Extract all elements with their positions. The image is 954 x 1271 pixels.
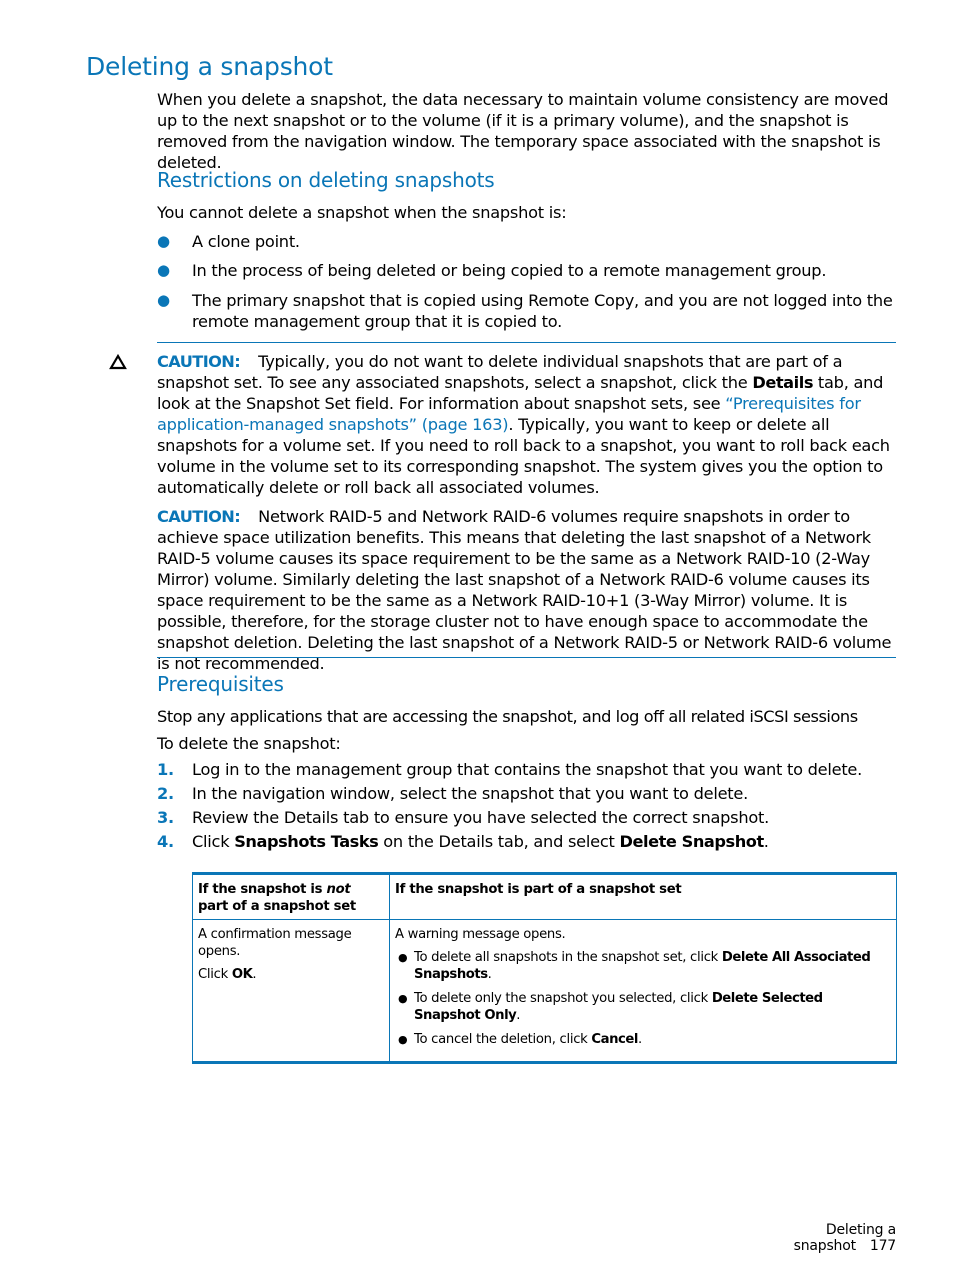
table-header-not-in-set: If the snapshot is not part of a snapshot set <box>193 874 390 920</box>
table-header-in-set: If the snapshot is part of a snapshot set <box>390 874 897 920</box>
caution-top-rule <box>157 342 896 343</box>
delete-options-table <box>192 872 897 1064</box>
bullet-dot-icon: ● <box>398 1033 408 1046</box>
prerequisites-heading: Prerequisites <box>157 672 284 696</box>
step-number: 3. <box>157 808 174 827</box>
prerequisites-link[interactable]: “Prerequisites for application-managed snapshots” (page 163) <box>157 394 861 434</box>
step-item: 1. Log in to the management group that contains the snapshot that you want to delete. <box>157 760 863 779</box>
step-item: 2. In the navigation window, select the snapshot that you want to delete. <box>157 784 748 803</box>
restrictions-lead: You cannot delete a snapshot when the snapshot is: <box>157 203 567 222</box>
restrictions-heading: Restrictions on deleting snapshots <box>157 168 495 192</box>
caution-label: CAUTION: <box>157 507 241 526</box>
table-cell-in-set: A warning message opens. ● To delete all snapshots in the snapshot set, click Delete All Associated Snapshots. ● To delete only the snapshot you selected, click Delete Selected Snapshot Only. ● To cancel the deletion, click Cancel. <box>390 920 897 1063</box>
caution-label: CAUTION: <box>157 352 241 371</box>
list-item: ● The primary snapshot that is copied using Remote Copy, and you are not logged into the remote management group that it is copied to. <box>157 291 893 331</box>
list-item: ● To cancel the deletion, click Cancel. <box>398 1032 642 1047</box>
steps-lead: To delete the snapshot: <box>157 734 341 753</box>
warning-options-list <box>395 949 891 1048</box>
table-row <box>193 920 897 1063</box>
step-number: 1. <box>157 760 174 779</box>
list-item: ● In the process of being deleted or being copied to a remote management group. <box>157 261 827 280</box>
caution-note-1: CAUTION: Typically, you do not want to delete individual snapshots that are part of a snapshot set. To see any associated snapshots, select a snapshot, click the Details tab, and look at the Snapshot Set field. For information about snapshot sets, see “Prerequisites for application-managed snapshots” (page 163). Typically, you want to keep or delete all snapshots for a volume set. If you need to roll back to a snapshot, you want to roll back each volume in the volume set to its corresponding snapshot. The system gives you the option to automatically delete or roll back all associated volumes. <box>157 352 890 497</box>
bullet-dot-icon: ● <box>398 992 408 1005</box>
table-header-row <box>193 874 897 920</box>
step-number: 2. <box>157 784 174 803</box>
prerequisites-paragraph: Stop any applications that are accessing the snapshot, and log off all related iSCSI sessions <box>157 707 858 726</box>
caution-triangle-icon <box>108 352 128 372</box>
list-item: ● To delete all snapshots in the snapshot set, click Delete All Associated Snapshots. <box>398 950 871 982</box>
step-item: 3. Review the Details tab to ensure you have selected the correct snapshot. <box>157 808 770 827</box>
table-cell-not-in-set: A confirmation message opens. Click OK. <box>193 920 390 1063</box>
footer-section-label: Deleting a snapshot <box>793 1222 896 1254</box>
bullet-dot-icon: ● <box>157 291 170 309</box>
list-item: ● To delete only the snapshot you selected, click Delete Selected Snapshot Only. <box>398 991 823 1023</box>
intro-paragraph: When you delete a snapshot, the data necessary to maintain volume consistency are moved up to the next snapshot or to the volume (if it is a primary volume), and the snapshot is removed from the navigation window. The temporary space associated with the snapshot is deleted. <box>157 90 889 172</box>
bullet-dot-icon: ● <box>157 261 170 279</box>
step-item: 4. Click Snapshots Tasks on the Details tab, and select Delete Snapshot. <box>157 832 769 851</box>
caution-bottom-rule <box>157 657 896 658</box>
bullet-dot-icon: ● <box>157 232 170 250</box>
page-footer <box>730 1222 896 1254</box>
page-number: 177 <box>869 1238 896 1254</box>
caution-note-2: CAUTION: Network RAID-5 and Network RAID-6 volumes require snapshots in order to achieve space utilization benefits. This means that deleting the last snapshot of a Network RAID-5 volume causes its space requirement to be the same as a Network RAID-10 (2-Way Mirror) volume. Similarly deleting the last snapshot of a Network RAID-6 volume causes its space requirement to be the same as a Network RAID-10+1 (3-Way Mirror) volume. It is possible, therefore, for the storage cluster not to have enough space to accommodate the snapshot deletion. Deleting the last snapshot of a Network RAID-5 or Network RAID-6 volume is not recommended. <box>157 507 892 673</box>
step-number: 4. <box>157 832 174 851</box>
page-title: Deleting a snapshot <box>86 52 333 81</box>
bullet-dot-icon: ● <box>398 951 408 964</box>
list-item: ● A clone point. <box>157 232 300 251</box>
